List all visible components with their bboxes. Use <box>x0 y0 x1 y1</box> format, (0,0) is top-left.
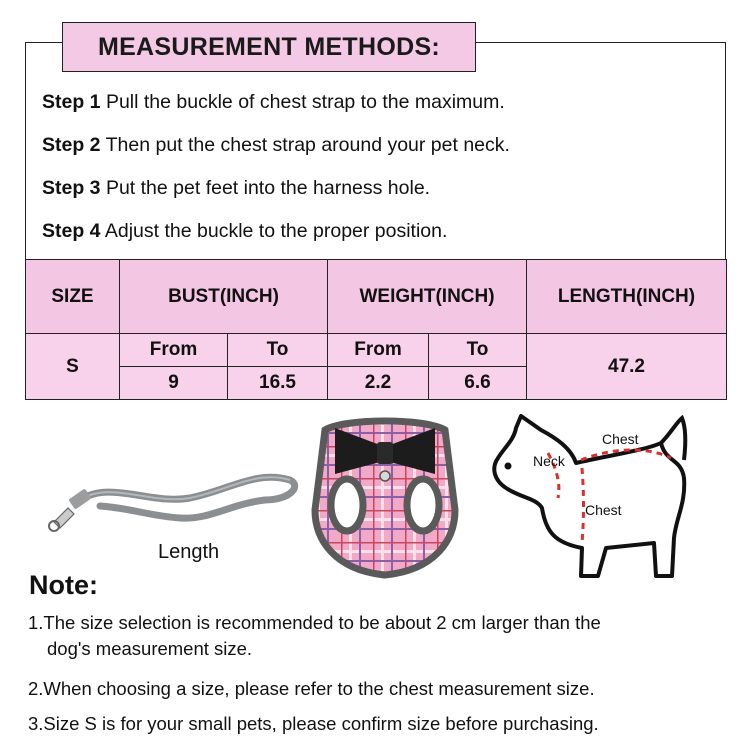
sub-bust-to: To <box>228 334 328 367</box>
leash-length-label: Length <box>158 541 220 563</box>
table-subheader-row <box>26 334 727 367</box>
dog-chest-top-label: Chest <box>602 431 639 447</box>
header-size: SIZE <box>26 260 120 334</box>
section-title: MEASUREMENT METHODS: <box>62 22 476 72</box>
step-label: Step 2 <box>42 134 101 156</box>
steps-list <box>42 88 510 260</box>
step-text: Then put the chest strap around your pet neck. <box>105 134 510 156</box>
header-length: LENGTH(INCH) <box>527 260 727 334</box>
cell-bust-from: 9 <box>120 367 228 400</box>
note-line: 3.Size S is for your small pets, please confirm size before purchasing. <box>28 713 599 734</box>
step-item <box>42 131 510 174</box>
harness-image <box>305 410 465 585</box>
dog-chest-side-label: Chest <box>585 502 622 518</box>
sub-weight-to: To <box>429 334 527 367</box>
step-text: Pull the buckle of chest strap to the maximum. <box>105 91 505 113</box>
note-line: 1.The size selection is recommended to be about 2 cm larger than the <box>28 612 601 633</box>
size-table <box>25 259 727 400</box>
header-weight: WEIGHT(INCH) <box>328 260 527 334</box>
dog-neck-label: Neck <box>533 453 565 469</box>
step-item <box>42 88 510 131</box>
table-header-row <box>26 260 727 334</box>
note-title: Note: <box>29 570 98 600</box>
step-text: Adjust the buckle to the proper position. <box>104 220 448 242</box>
leash-image <box>40 460 300 540</box>
cell-weight-to: 6.6 <box>429 367 527 400</box>
cell-length: 47.2 <box>527 334 727 400</box>
step-label: Step 3 <box>42 177 101 199</box>
note-item <box>28 711 599 737</box>
step-label: Step 1 <box>42 91 101 113</box>
step-text: Put the pet feet into the harness hole. <box>105 177 431 199</box>
sub-bust-from: From <box>120 334 228 367</box>
cell-weight-from: 2.2 <box>328 367 429 400</box>
sub-weight-from: From <box>328 334 429 367</box>
step-label: Step 4 <box>42 220 101 242</box>
dog-outline-image <box>486 408 696 588</box>
cell-bust-to: 16.5 <box>228 367 328 400</box>
header-bust: BUST(INCH) <box>120 260 328 334</box>
note-item <box>28 610 601 662</box>
note-line: dog's measurement size. <box>47 638 253 659</box>
note-line: 2.When choosing a size, please refer to the chest measurement size. <box>28 678 595 699</box>
note-item <box>28 676 595 702</box>
step-item <box>42 174 510 217</box>
step-item <box>42 217 510 260</box>
cell-size: S <box>26 334 120 400</box>
